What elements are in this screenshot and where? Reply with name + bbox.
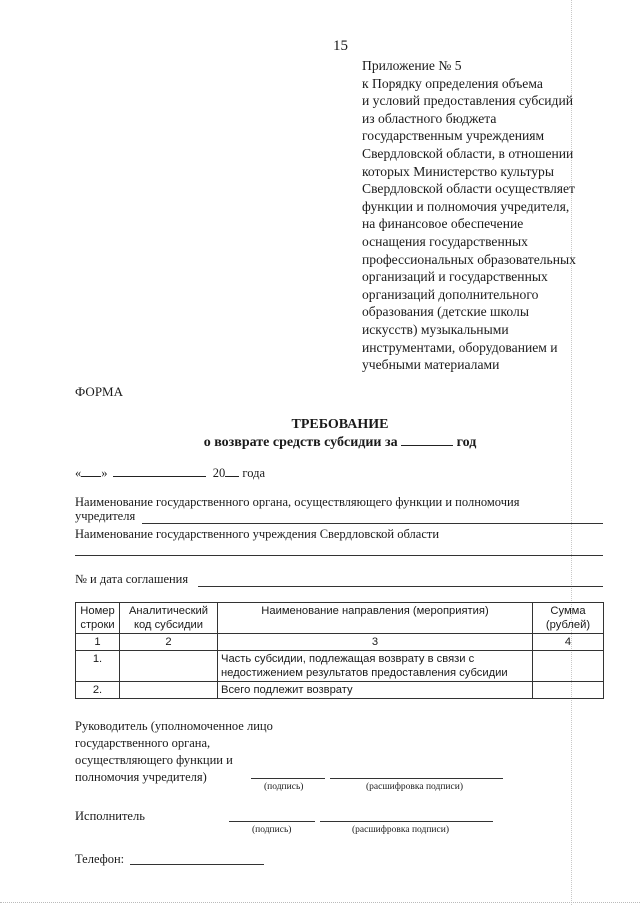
- phone-field[interactable]: [130, 864, 264, 865]
- row-number: 1.: [76, 651, 120, 682]
- institution-label: Наименование государственного учреждения Свердловской области: [75, 527, 440, 541]
- executor-decode-field[interactable]: [320, 821, 493, 822]
- header-direction: Наименование направления (мероприятия): [218, 603, 533, 634]
- col-number: 2: [120, 634, 218, 651]
- document-subtitle: [0, 433, 640, 451]
- page-number: 15: [333, 38, 348, 54]
- appendix-line: образования (детские школы: [362, 304, 529, 320]
- authority-label-line2: учредителя: [75, 509, 136, 523]
- year-blank[interactable]: [401, 433, 453, 446]
- table-row: [76, 651, 604, 682]
- open-quote: «: [75, 466, 82, 480]
- subtitle-prefix: о возврате средств субсидии за: [203, 435, 398, 450]
- authority-label-line1: Наименование государственного органа, осуществляющего функции и полномочия: [75, 495, 520, 509]
- row-code-cell[interactable]: [120, 682, 218, 699]
- day-blank[interactable]: [81, 464, 101, 477]
- close-quote: »: [101, 466, 108, 480]
- appendix-header: [362, 57, 576, 374]
- header-sum: Сумма (рублей): [533, 603, 604, 634]
- appendix-line: из областного бюджета: [362, 110, 497, 126]
- head-caption-sign: (подпись): [264, 782, 304, 792]
- row-number: 2.: [76, 682, 120, 699]
- table-row: [76, 682, 604, 699]
- head-caption-decode: (расшифровка подписи): [366, 782, 463, 792]
- col-number: 1: [76, 634, 120, 651]
- appendix-line: учебными материалами: [362, 357, 500, 373]
- head-signature-field[interactable]: [251, 778, 325, 779]
- table-header-row: [76, 603, 604, 634]
- phone-label: Телефон:: [75, 852, 125, 866]
- header-code: Аналитический код субсидии: [120, 603, 218, 634]
- appendix-line: и условий предоставления субсидий: [362, 93, 574, 109]
- appendix-line: на финансовое обеспечение: [362, 216, 524, 232]
- appendix-line: Приложение № 5: [362, 58, 462, 73]
- agreement-field[interactable]: [198, 586, 603, 587]
- row-sum-cell[interactable]: [533, 651, 604, 682]
- appendix-line: Свердловской области осуществляет: [362, 181, 575, 197]
- table-column-numbers: [76, 634, 604, 651]
- executor-caption-sign: (подпись): [252, 825, 292, 835]
- form-label: ФОРМА: [75, 384, 123, 399]
- appendix-line: к Порядку определения объема: [362, 75, 543, 91]
- head-label-line: полномочия учредителя): [75, 770, 207, 784]
- scan-bottom-edge: [0, 902, 640, 903]
- appendix-line: профессиональных образовательных: [362, 251, 576, 267]
- refund-table: [75, 602, 604, 699]
- appendix-line: государственным учреждениям: [362, 128, 545, 144]
- header-row-number: Номер строки: [76, 603, 120, 634]
- appendix-line: организаций дополнительного: [362, 286, 539, 302]
- agreement-label: № и дата соглашения: [75, 572, 189, 586]
- year-digits-blank[interactable]: [225, 464, 239, 477]
- executor-signature-field[interactable]: [229, 821, 315, 822]
- appendix-line: функции и полномочия учредителя,: [362, 198, 570, 214]
- row-name: Часть субсидии, подлежащая возврату в связи с недостижением результатов предоставления субсидии: [218, 651, 533, 682]
- subtitle-suffix: год: [456, 435, 477, 450]
- authority-field[interactable]: [142, 523, 603, 524]
- appendix-line: Свердловской области, в отношении: [362, 145, 574, 161]
- head-label-line: осуществляющего функции и: [75, 753, 233, 767]
- appendix-line: которых Министерство культуры: [362, 163, 554, 179]
- row-name: Всего подлежит возврату: [218, 682, 533, 699]
- month-blank[interactable]: [113, 464, 206, 477]
- row-code-cell[interactable]: [120, 651, 218, 682]
- appendix-line: инструментами, оборудованием и: [362, 339, 558, 355]
- head-decode-field[interactable]: [330, 778, 503, 779]
- col-number: 4: [533, 634, 604, 651]
- year-prefix: 20: [212, 466, 226, 480]
- row-sum-cell[interactable]: [533, 682, 604, 699]
- col-number: 3: [218, 634, 533, 651]
- head-label-line: Руководитель (уполномоченное лицо: [75, 719, 273, 733]
- executor-caption-decode: (расшифровка подписи): [352, 825, 449, 835]
- appendix-line: организаций и государственных: [362, 269, 548, 285]
- institution-field[interactable]: [75, 555, 603, 556]
- appendix-line: оснащения государственных: [362, 233, 528, 249]
- executor-label: Исполнитель: [75, 809, 145, 823]
- document-title: ТРЕБОВАНИЕ: [291, 417, 389, 432]
- date-line: [75, 464, 265, 481]
- year-suffix: года: [242, 466, 265, 480]
- head-signature-label: [75, 718, 273, 786]
- appendix-line: искусств) музыкальными: [362, 321, 509, 337]
- head-label-line: государственного органа,: [75, 736, 211, 750]
